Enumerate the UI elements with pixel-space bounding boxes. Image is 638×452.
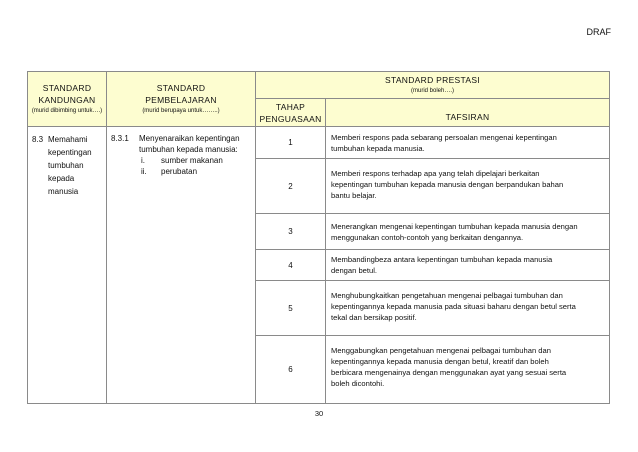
sp-list-item: i. sumber makanan (141, 156, 223, 165)
tafsiran-level-1: Memberi respons pada sebarang persoalan mengenai kepentingan tumbuhan kepada manusia. (326, 127, 610, 159)
tafsiran-level-2: Memberi respons terhadap apa yang telah dipelajari berkaitan kepentingan tumbuhan kepada manusia dengan berpandukan bahan bantu belajar. (326, 159, 610, 214)
sk-number: 8.3 (32, 135, 44, 144)
tahap-title-1: TAHAP (275, 101, 306, 112)
prestasi-subtitle: (murid boleh….) (410, 88, 454, 94)
page-number: 30 (314, 409, 324, 418)
standards-table (27, 71, 610, 404)
sp-text: tumbuhan kepada manusia: (139, 145, 238, 154)
standard-kandungan-cell (28, 127, 107, 404)
tafsiran-level-5: Menghubungkaitkan pengetahuan mengenai pelbagai tumbuhan dan kepentingannya kepada manusia pada situasi baharu dengan betul serta tekal dan bersikap positif. (326, 281, 610, 336)
prestasi-title: STANDARD PRESTASI (385, 75, 480, 85)
tafsiran-title: TAFSIRAN (445, 112, 490, 122)
tahap-level-2: 2 (256, 159, 326, 214)
tahap-level-3: 3 (256, 214, 326, 250)
sk-title-2: KANDUNGAN (38, 95, 96, 105)
sp-subtitle: (murid berupaya untuk……..) (142, 108, 220, 114)
tahap-level-1: 1 (256, 127, 326, 159)
tafsiran-level-6: Menggabungkan pengetahuan mengenai pelbagai tumbuhan dan kepentingannya kepada manusia dengan betul, kreatif dan boleh berbicara mengenainya dengan menggunakan ayat yang sesuai serta boleh dicontohi. (326, 336, 610, 404)
tafsiran-level-3: Menerangkan mengenai kepentingan tumbuhan kepada manusia dengan menggunakan contoh-contoh yang berkaitan dengannya. (326, 214, 610, 250)
sk-title-1: STANDARD (42, 83, 92, 93)
sk-line: kepentingan (48, 148, 92, 157)
sp-text: Menyenaraikan kepentingan (139, 134, 240, 143)
header-standard-prestasi (256, 72, 610, 99)
sp-title-2: PEMBELAJARAN (145, 95, 217, 105)
standard-pembelajaran-cell (107, 127, 256, 404)
header-tafsiran (326, 99, 610, 127)
tahap-title-2: PENGUASAAN (259, 113, 322, 124)
header-standard-pembelajaran (107, 72, 256, 127)
header-standard-kandungan (28, 72, 107, 127)
tahap-level-4: 4 (256, 250, 326, 281)
draft-label: DRAF (586, 27, 611, 37)
sk-subtitle: (murid dibimbing untuk….) (31, 108, 103, 114)
tafsiran-level-4: Membandingbeza antara kepentingan tumbuhan kepada manusia dengan betul. (326, 250, 610, 281)
sp-title-1: STANDARD (156, 83, 206, 93)
sp-list-item: ii. perubatan (141, 167, 198, 176)
sp-code: 8.3.1 (111, 134, 129, 143)
sk-line: kepada (48, 174, 75, 183)
sk-line: Memahami (48, 135, 88, 144)
header-tahap-penguasaan (256, 99, 326, 127)
tahap-level-5: 5 (256, 281, 326, 336)
sk-line: tumbuhan (48, 161, 84, 170)
sk-line: manusia (48, 187, 79, 196)
tahap-level-6: 6 (256, 336, 326, 404)
